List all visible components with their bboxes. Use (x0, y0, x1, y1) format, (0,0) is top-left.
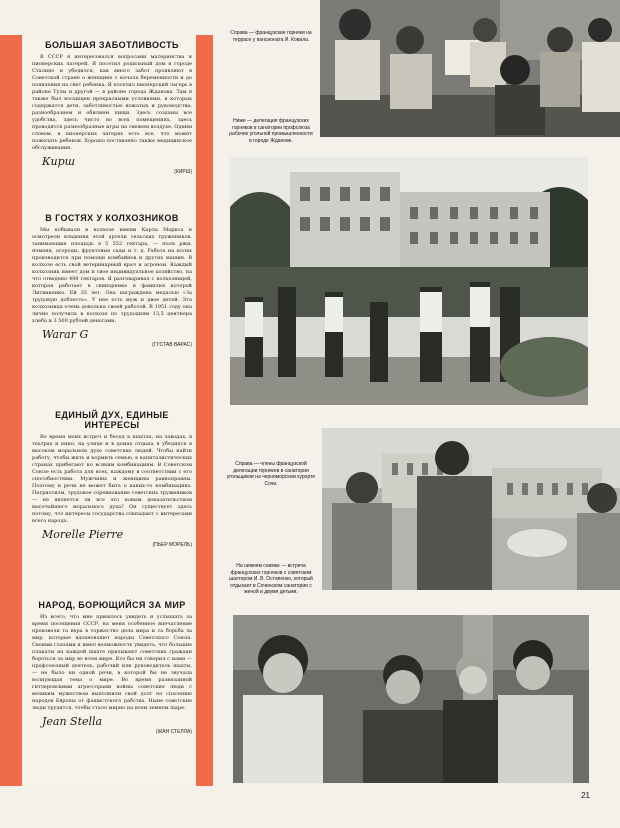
byline: (ПЬЕР МОРЕЛЬ) (152, 542, 192, 548)
photo-sanatorium (230, 157, 588, 405)
photo-sochi-group (322, 428, 620, 590)
section-heading: БОЛЬШАЯ ЗАБОТЛИВОСТЬ (45, 40, 179, 50)
signature: Morelle Pierre (42, 528, 124, 541)
section-peace (32, 600, 192, 735)
photo-meeting (233, 615, 589, 783)
caption-meeting: На нижнем снимке — встреча французских горняков с советским шахтером И. В. Остапенко, который отдыхает в Сочинском санатории с женой и двумя детьми. (229, 563, 313, 595)
caption-sanatorium: Ниже — делегация французских горняков в санатории профсоюза рабочих угольной промышленности в городе Жданове. (229, 118, 313, 144)
caption-sochi: Справа — члены французской делегации горняков в санатории угольщиков на черноморском курорте Сочи. (226, 461, 316, 487)
signature: Jean Stella (42, 715, 103, 728)
section-heading: НАРОД, БОРЮЩИЙСЯ ЗА МИР (38, 600, 186, 610)
byline: (КИРШ) (174, 169, 192, 175)
section-care (32, 40, 192, 175)
page-number: 21 (581, 791, 590, 800)
signature: Warar G (42, 328, 89, 341)
section-text: Мы побывали в колхозе имени Карла Маркса и осмотрели владения этой артели сельских тружеников, занимающие площадь в 5 552 гектара, — поля ржи, ячменя, огороды, фруктовые сады и т. д. Работа на полях производится при помощи комбайнов и других машин. В колхозе есть свой ветеринарный врач и агроном. Каждый колхозник имеет дом и свое индивидуальное хозяйство, на что отведено 400 гектаров. Я разговаривал с колхозницей, которая работает в свинарнике и фамилия которой Литвиненко. Ей 35 лет. Она награждена медалью «За трудовую доблесть». У нее есть муж и двое детей. Эта колхозница очень довольна своей работой. В 1951 году она лично получила в колхозе по трудодням 13,5 центнера хлеба и 3 500 рублей деньгами. (32, 227, 192, 324)
signature: Кирш (42, 155, 76, 168)
caption-terrace: Справа — французские горняки на террасе у пансионата И. Ковала. (230, 30, 312, 43)
byline: (ГУСТАВ ВАРАС) (152, 342, 192, 348)
section-heading: ЕДИНЫЙ ДУХ, ЕДИНЫЕ ИНТЕРЕСЫ (55, 410, 169, 430)
section-unity (32, 410, 192, 548)
photo-terrace (320, 0, 620, 137)
section-heading: В ГОСТЯХ У КОЛХОЗНИКОВ (45, 213, 179, 223)
section-collective-farm (32, 213, 192, 348)
byline: (ЖАН СТЕЛЛА) (155, 729, 192, 735)
section-text: В СССР я интересовался вопросами материнства и пионерских лагерей. Я посетил родильный дом в городе Сталино и убедился, как много забот проявляют в Советской стране о женщине с начала беременности и до появления на свет ребенка. Я посетил пионерский лагерь в районе Тулы и другой — в районе города Жданова. Там я также был восхищен прекрасными условиями, в которых содержатся дети, заботливостью вожатых и руководства, разнообразием и обилием пищи. Здесь созданы все удобства, здесь чисто во всех помещениях, здесь проводятся разнообразные игры на свежем воздухе. Одним словом, в пионерских лагерях есть все, что может пожелать ребенок. Хорошо поставлено также медицинское обслуживание. (32, 54, 192, 151)
section-text: Во время моих встреч и бесед в шахтах, на заводах, в театрах и кино, на улице и в домах отдыха я убедился в высоком моральном духе советских людей. Чтобы найти работу, чтобы жить и кормить семью, в капиталистических странах прибегают ко всяким комбинациям. В Советском Союзе есть работа для всех, каждому в соответствии с его способностями. Мужчины и женщины равноправны. Поэтому и речи не может быть о каких-то комбинациях. Патриотизм, трудовое соревнование советских тружеников — не является ли все это новым доказательством высочайшего морального духа? Он существует здесь потому, что интересы государства совпадают с интересами всего народа. (32, 434, 192, 524)
section-text: Из всего, что мне пришлось увидеть и услышать за время посещения СССР, на меня особенное впечатление произвели та вера в торжество дела мира и та борьба за мир, которые вдохновляют народы Советского Союза. Своими глазами я имел возможность увидеть, что большие плакаты на каждой шахте призывают советских граждан бороться за мир во всем мире. Кто бы ни говорил с нами — профсоюзный деятель, рабочий или руководитель шахты, — не было ни одной речи, в которой бы не звучала волнующая тема о мире. Во время развязанной гитлеровскими агрессорами войны советские люди с великим мужеством выполнили свой долг по спасению народов Европы от фашистского рабства. Ныне советские люди трудятся, чтобы стало мирно на всем земном шаре. (32, 614, 192, 711)
